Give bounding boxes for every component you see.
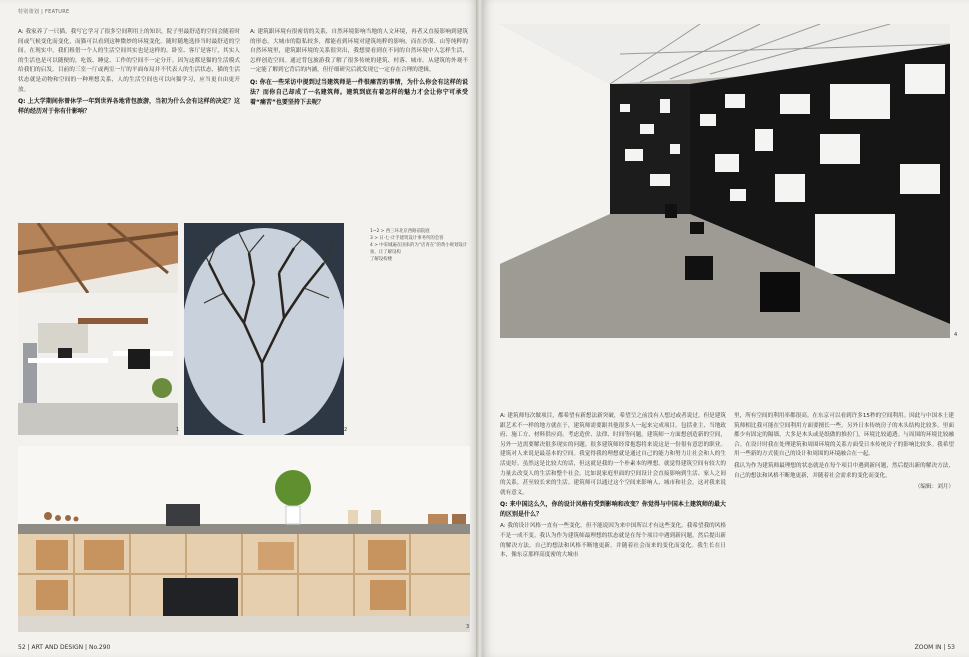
caption-4: 了解设构楼 xyxy=(370,257,392,262)
photo-number-1: 1 xyxy=(176,427,180,433)
answer-design-style: A: 我的设计风格一直有一些变化。但不能说因为来中国所以才有这些变化。我希望我的风格不是一成不变。我认为作为建筑师最理想的状态就是在每个项目中遇到新问题，然后提出新的解决方法。自己的想法和风格不断地更新。并随着社会而来的变化而变化。我生长在日本，像东京那样高度密的大城市 xyxy=(500,523,726,559)
right-page xyxy=(482,0,969,657)
photo-tree-canopy xyxy=(184,223,344,435)
shelving-illustration xyxy=(18,446,470,632)
photo-office-interior xyxy=(18,223,178,435)
photo-number-3: 3 xyxy=(466,624,470,630)
left-folio: 52 | ART AND DESIGN | No.290 xyxy=(18,644,111,651)
answer-environment: A: 建筑跟环境有很密切的关系，自然环境影响当地的人文环境，再者又直接影响到建筑的形态。大城市的隐私较多，都能看到环境对建筑纯粹的影响。而在沙漠、山等纯粹的自然环境里，建筑跟环境的关系很突出，我想要看到在不同的自然环境中人怎样生活，怎样创造空间。通过背包旅游我了解了很多传统的建筑、村落、城市。从建筑的外观不一定能了解到它背后的内涵，但仔细研究后就发现它一定存在合理的逻辑。 xyxy=(250,29,468,74)
photo-number-2: 2 xyxy=(344,427,348,433)
question-design-style-china: Q: 来中国这么久，你的设计风格有受到影响和改变？你觉得与中国本土建筑师的最大的区别是什么？ xyxy=(500,501,726,519)
caption-1: 1~2 > 西三环北京西路前院庭 xyxy=(370,229,430,234)
right-column-2 xyxy=(734,412,954,495)
caption-3: 4 > 中采城遍在国来的为“店青在”的黄小规划设计加，让了解设构 xyxy=(370,243,468,255)
left-column-1 xyxy=(18,28,240,119)
running-head: 特别策划 | FEATURE xyxy=(18,9,70,15)
question-architect-pain: Q: 你在一些采访中提到过当建筑师是一件很痛苦的事情，为什么你会有这样的说法？而你自己却成了一名建筑师。建筑到底有着怎样的魅力才会让你宁可承受着“痛苦”也要坚持下去呢？ xyxy=(250,78,468,106)
right-folio: ZOOM IN | 53 xyxy=(914,644,955,651)
question-backpack-travel: Q: 上大学期间你曾休学一年到世界各地背包旅游，当初为什么会有这样的决定？这样的经历对于你有什影响？ xyxy=(18,98,240,116)
photo-gallery-black-wall xyxy=(500,24,950,338)
photo-shelving xyxy=(18,446,470,632)
editor-note: （编辑：刘月） xyxy=(914,484,954,491)
paragraph-ideal-state: 我认为作为建筑师最理想的状态就是在每个项目中遇到新问题，然后提出新的解决方法，自己的想法和风格不断地更新，并随着社会需求的变化而变化。 xyxy=(734,462,954,479)
tree-canopy-illustration xyxy=(184,223,344,435)
photo-captions xyxy=(370,228,470,263)
photo-number-4: 4 xyxy=(954,332,958,338)
right-column-1 xyxy=(500,412,726,563)
paragraph-tokyo-space: 里，所有空间的利用率都很高。在东京可以看到许多15秒的空间利用。因此与中国本土建筑师相比我可能在空间利用方面要擅长一些。另外日本传统房子的木头结构比较多，里面都少有固定的隔墙，大多是木头或是纸做的推拉门，环境比较通透。与周围的环境比较融合。在设计时我在处理建筑和周围环境的关系方面受日本传统房子的影响比较多。我希望用一些新的方式使自己的设计和周围的环境融合在一起。 xyxy=(734,413,954,458)
left-page xyxy=(0,0,478,657)
caption-2: 3 > 日·七·计手建筑设计事务所的会客 xyxy=(370,236,444,241)
left-column-2 xyxy=(250,28,468,110)
gallery-illustration xyxy=(500,24,950,338)
answer-cat: A: 我家养了一只猫。我写它学习了很多空间利用上的知识，院子里最舒适的空间会随着时间或气候变化而变化，而猫可以看到这种微妙的环境变化。随时随地选择当时最舒适的空间。在现实中，我们租借一个人的生活空间其实也是这样的。卧室、客厅是客厅，其实人的生活也是可以随便的，吃饭、睡觉、工作的空间不一定分开。因为这都是猫的生活模式给我们的启发。目前的三室一厅或两室一厅的平面布局并不代表人的生活状态，猫的生活状态就是动物和空间的一种理想关系，人的生活空间也可以向猫学习，应当更自由更开放。 xyxy=(18,29,240,93)
answer-architect-ideal: A: 建筑师每次做项目，都希望有新想法新突破，希望呈之前没有人想过或者说过。但是建筑跟艺术不一样的地方就在于，建筑师需要跟其他很多人一起来完成项目。包括业主、当地政府、施工方、材料供应商。考虑造价、法律、时间等问题。建筑师一方面想创造新的空间，另外一边需要解决很多现实的问题。很多建筑师经常抱怨将来说这是一份很有意思的职业。建筑对人来说是最基本的空间。我觉得我的理想就是通过自己的能力和努力让社会和人的生活更好。虽然这是比较大的话，但这就是我的一个朴素本的理想。就觉得建筑空间有较大的力量去改变人的生活和整个社会。比如说家庭里面的空间设计会直接影响到生活、家人之间的关系，甚至较长来的生活。建筑师可以通过这个空间来影响人、城市和社会。这对我来说就有意义。 xyxy=(500,413,726,496)
office-interior-illustration xyxy=(18,223,178,435)
